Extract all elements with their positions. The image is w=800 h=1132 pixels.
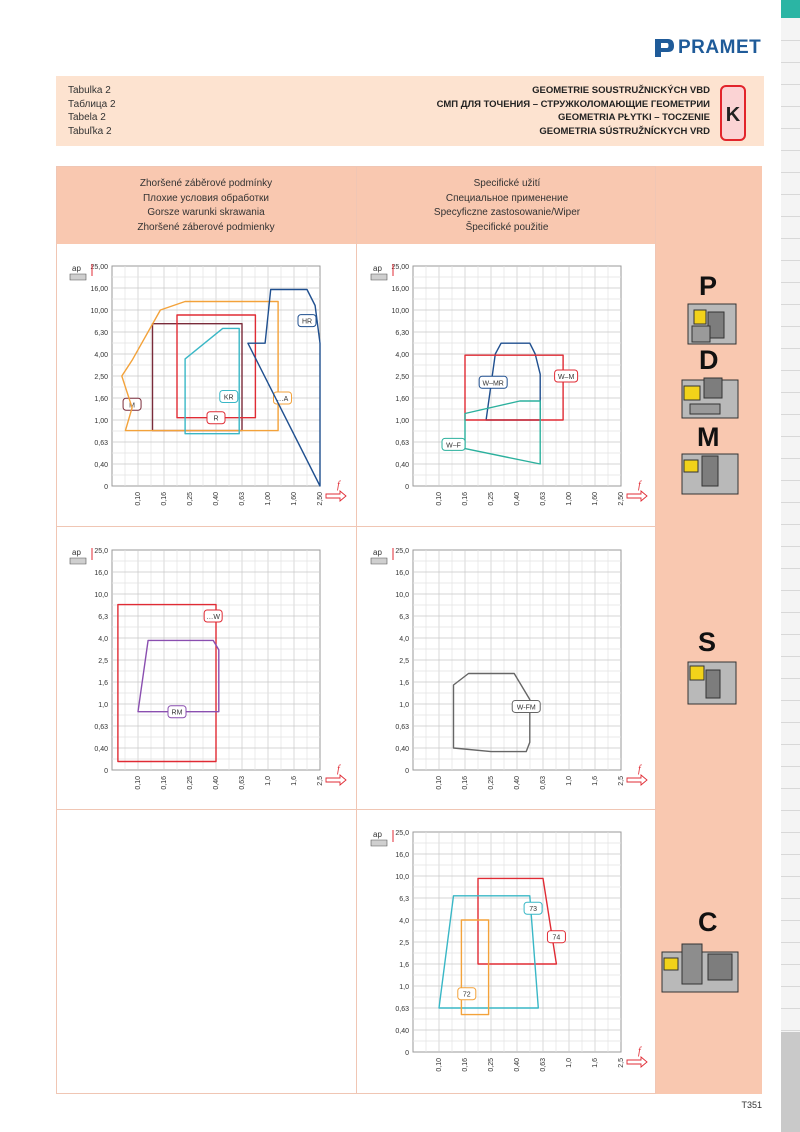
page-number: T351 <box>741 1100 762 1110</box>
title-line: GEOMETRIE SOUSTRUŽNICKÝCH VBD <box>532 85 710 96</box>
y-tick-label: 10,0 <box>395 874 409 881</box>
y-tick-label: 1,00 <box>94 418 108 425</box>
x-axis-symbol: f <box>337 480 340 491</box>
y-tick-label: 2,5 <box>399 658 409 665</box>
x-axis-symbol: f <box>638 480 641 491</box>
x-tick-label: 0,16 <box>462 776 469 790</box>
side-index-divider <box>781 260 800 261</box>
x-tick-label: 0,40 <box>213 492 220 506</box>
series-label: M <box>129 402 135 410</box>
workpiece-shape <box>371 840 387 846</box>
side-index-divider <box>781 942 800 943</box>
x-tick-label: 0,40 <box>514 492 521 506</box>
chart-pdm-left <box>56 252 356 512</box>
title-line: СМП ДЛЯ ТОЧЕНИЯ – СТРУЖКОЛОМАЮЩИЕ ГЕОМЕТРИИ <box>436 98 710 110</box>
y-tick-label: 1,0 <box>98 702 108 709</box>
y-tick-label: 25,00 <box>391 264 409 271</box>
side-index-divider <box>781 854 800 855</box>
side-index-divider <box>781 1030 800 1031</box>
series-label: 72 <box>462 991 471 999</box>
x-tick-label: 0,25 <box>187 492 194 506</box>
turning-insert-icon <box>660 940 740 996</box>
page-title <box>437 84 710 138</box>
side-index-divider <box>781 1008 800 1009</box>
column-header-left <box>56 177 356 235</box>
y-axis-symbol: ap <box>72 264 81 273</box>
chart-pdm-right <box>357 252 657 512</box>
x-tick-label: 0,10 <box>436 776 443 790</box>
table-label: Tabuľka 2 <box>68 125 112 137</box>
column-header-line: Špecifické použitie <box>465 221 549 233</box>
side-index-divider <box>781 392 800 393</box>
side-index-divider <box>781 172 800 173</box>
y-tick-label: 2,5 <box>399 940 409 947</box>
x-tick-label: 1,0 <box>566 776 573 786</box>
side-index-divider <box>781 590 800 591</box>
column-header-line: Плохие условия обработки <box>142 192 270 204</box>
y-tick-label: 0,40 <box>94 746 108 753</box>
x-tick-label: 0,16 <box>462 492 469 506</box>
turning-insert-icon <box>680 450 740 496</box>
x-tick-label: 1,00 <box>265 492 272 506</box>
x-tick-label: 0,63 <box>239 776 246 790</box>
y-tick-label: 1,0 <box>399 702 409 709</box>
side-index-divider <box>781 106 800 107</box>
side-index-divider <box>781 326 800 327</box>
series-label: HR <box>301 318 313 326</box>
y-tick-label: 1,6 <box>399 962 409 969</box>
y-tick-label: 1,60 <box>395 396 409 403</box>
y-tick-label: 4,0 <box>98 636 108 643</box>
pramet-logo-icon <box>652 37 676 59</box>
y-axis-symbol: ap <box>373 548 382 557</box>
side-index-divider <box>781 216 800 217</box>
y-tick-label: 4,00 <box>395 352 409 359</box>
side-index-divider <box>781 40 800 41</box>
side-index-divider <box>781 678 800 679</box>
side-index-divider <box>781 502 800 503</box>
y-tick-label: 6,30 <box>395 330 409 337</box>
x-tick-label: 0,63 <box>540 776 547 790</box>
x-tick-label: 0,25 <box>187 776 194 790</box>
side-index-divider <box>781 304 800 305</box>
x-tick-label: 0,63 <box>239 492 246 506</box>
series-label: …A <box>276 396 289 403</box>
side-index-divider <box>781 766 800 767</box>
series-label: W-FM <box>516 704 536 712</box>
x-tick-label: 0,16 <box>161 776 168 790</box>
x-tick-label: 0,63 <box>540 1058 547 1072</box>
y-tick-label: 10,0 <box>395 592 409 599</box>
x-tick-label: 1,0 <box>566 1058 573 1068</box>
row-divider <box>56 809 656 810</box>
x-tick-label: 1,60 <box>291 492 298 506</box>
y-tick-label: 1,6 <box>98 680 108 687</box>
side-index-divider <box>781 128 800 129</box>
x-axis-arrow <box>627 491 647 501</box>
workpiece-shape <box>70 558 86 564</box>
column-header-line: Zhoršené záběrové podmínky <box>139 178 273 189</box>
y-tick-label: 2,50 <box>94 374 108 381</box>
grid <box>413 266 621 486</box>
x-axis-arrow <box>627 775 647 785</box>
series-label: W–M <box>557 374 575 381</box>
x-tick-label: 0,40 <box>514 1058 521 1072</box>
side-index-divider <box>781 612 800 613</box>
y-tick-label: 1,0 <box>399 984 409 991</box>
workpiece-shape <box>70 274 86 280</box>
y-tick-label: 16,0 <box>94 570 108 577</box>
y-tick-label: 0,63 <box>94 724 108 731</box>
y-tick-label: 10,00 <box>90 308 108 315</box>
side-index-divider <box>781 656 800 657</box>
turning-insert-icon <box>686 302 738 346</box>
table-labels <box>68 84 116 138</box>
side-index-divider <box>781 370 800 371</box>
y-tick-label: 0,63 <box>395 440 409 447</box>
side-index-divider <box>781 458 800 459</box>
table-label: Tabulka 2 <box>68 85 111 96</box>
side-index-divider <box>781 62 800 63</box>
side-index-divider <box>781 964 800 965</box>
x-tick-label: 2,5 <box>317 776 324 786</box>
x-axis-arrow <box>326 775 346 785</box>
y-tick-label: 1,00 <box>395 418 409 425</box>
x-tick-label: 0,25 <box>488 776 495 790</box>
turning-insert-icon <box>686 660 738 706</box>
side-index-divider <box>781 986 800 987</box>
x-tick-label: 2,5 <box>618 776 625 786</box>
grid <box>413 832 621 1052</box>
x-tick-label: 0,63 <box>540 492 547 506</box>
x-tick-label: 0,25 <box>488 1058 495 1072</box>
y-tick-label: 6,3 <box>98 614 108 621</box>
side-index-divider <box>781 722 800 723</box>
side-index-divider <box>781 744 800 745</box>
y-tick-label: 25,0 <box>94 548 108 555</box>
x-axis-symbol: f <box>337 764 340 775</box>
x-tick-label: 0,16 <box>462 1058 469 1072</box>
x-tick-label: 1,00 <box>566 492 573 506</box>
y-tick-label: 0,40 <box>395 746 409 753</box>
side-index-divider <box>781 634 800 635</box>
side-index-divider <box>781 810 800 811</box>
side-index-divider <box>781 84 800 85</box>
x-tick-label: 0,16 <box>161 492 168 506</box>
x-axis-arrow <box>627 1057 647 1067</box>
column-header-line: Specyficzne zastosowanie/Wiper <box>433 207 581 218</box>
y-tick-label: 16,0 <box>395 570 409 577</box>
side-index-divider <box>781 568 800 569</box>
side-index-divider <box>781 414 800 415</box>
y-tick-label: 6,3 <box>399 614 409 621</box>
material-group-c: C <box>698 907 718 937</box>
side-index-divider <box>781 348 800 349</box>
workpiece-shape <box>371 558 387 564</box>
y-tick-label: 25,00 <box>90 264 108 271</box>
x-tick-label: 0,10 <box>135 776 142 790</box>
y-axis-symbol: ap <box>373 830 382 839</box>
side-index-divider <box>781 150 800 151</box>
x-tick-label: 0,25 <box>488 492 495 506</box>
y-tick-label: 4,0 <box>399 636 409 643</box>
y-tick-label: 0,40 <box>94 462 108 469</box>
chart-s-left <box>56 536 356 796</box>
series-label: RM <box>171 709 183 717</box>
y-tick-label: 2,50 <box>395 374 409 381</box>
column-header-line: Специальное применение <box>445 192 569 204</box>
side-index-divider <box>781 832 800 833</box>
title-line: GEOMETRIA PŁYTKI – TOCZENIE <box>557 112 710 123</box>
series-label: R <box>213 415 219 423</box>
y-tick-label: 25,0 <box>395 548 409 555</box>
chart-s-right <box>357 536 657 796</box>
series-label: 74 <box>552 934 561 942</box>
x-tick-label: 2,50 <box>317 492 324 506</box>
y-tick-label: 6,3 <box>399 896 409 903</box>
y-axis-symbol: ap <box>373 264 382 273</box>
column-header-line: Zhoršené záberové podmienky <box>137 221 275 233</box>
y-axis-symbol: ap <box>72 548 81 557</box>
y-tick-label: 4,0 <box>399 918 409 925</box>
y-tick-label: 0,63 <box>395 724 409 731</box>
y-tick-label: 10,00 <box>391 308 409 315</box>
table-label: Таблица 2 <box>68 98 116 110</box>
side-index-active <box>781 0 800 18</box>
side-index-divider <box>781 546 800 547</box>
x-tick-label: 1,0 <box>265 776 272 786</box>
table-label: Tabela 2 <box>68 112 106 123</box>
y-tick-label: 1,60 <box>94 396 108 403</box>
x-tick-label: 0,10 <box>135 492 142 506</box>
side-index-divider <box>781 898 800 899</box>
x-tick-label: 2,5 <box>618 1058 625 1068</box>
x-axis-arrow <box>326 491 346 501</box>
grid <box>112 266 320 486</box>
x-axis-symbol: f <box>638 1046 641 1057</box>
y-tick-label: 16,0 <box>395 852 409 859</box>
side-index-divider <box>781 920 800 921</box>
y-tick-label: 1,6 <box>399 680 409 687</box>
x-tick-label: 1,6 <box>291 776 298 786</box>
x-tick-label: 1,6 <box>592 1058 599 1068</box>
material-group-d: D <box>699 345 719 375</box>
turning-insert-icon <box>680 374 740 422</box>
series-label: 73 <box>529 906 538 914</box>
material-group-m: M <box>697 422 720 452</box>
x-tick-label: 1,60 <box>592 492 599 506</box>
x-tick-label: 1,6 <box>592 776 599 786</box>
y-tick-label: 16,00 <box>391 286 409 293</box>
y-tick-label: 6,30 <box>94 330 108 337</box>
y-tick-label: 4,00 <box>94 352 108 359</box>
side-index-divider <box>781 524 800 525</box>
y-tick-label: 0 <box>405 484 409 491</box>
column-header-line: Specifické užití <box>473 178 541 189</box>
series-label: W–MR <box>482 380 504 388</box>
y-tick-label: 16,00 <box>90 286 108 293</box>
brand-name: PRAMET <box>678 37 762 58</box>
y-tick-label: 10,0 <box>94 592 108 599</box>
x-tick-label: 0,10 <box>436 492 443 506</box>
row-divider <box>56 526 656 527</box>
pramet-logo <box>652 37 764 59</box>
side-index-divider <box>781 480 800 481</box>
series-label: KR <box>223 394 234 402</box>
y-tick-label: 0 <box>405 768 409 775</box>
side-index-divider <box>781 700 800 701</box>
y-tick-label: 0,40 <box>395 462 409 469</box>
grid <box>413 550 621 770</box>
x-tick-label: 0,40 <box>514 776 521 790</box>
column-header-line: Gorsze warunki skrawania <box>147 207 265 218</box>
x-tick-label: 0,10 <box>436 1058 443 1072</box>
x-tick-label: 2,50 <box>618 492 625 506</box>
y-tick-label: 0,63 <box>395 1006 409 1013</box>
series-label: W–F <box>446 442 461 450</box>
side-index-divider <box>781 788 800 789</box>
chart-c-right <box>357 818 657 1078</box>
material-group-p: P <box>699 271 718 301</box>
series-label: …W <box>206 614 220 621</box>
x-tick-label: 0,40 <box>213 776 220 790</box>
side-index-divider <box>781 282 800 283</box>
column-header-right <box>357 177 657 235</box>
y-tick-label: 0,40 <box>395 1028 409 1035</box>
y-tick-label: 0,63 <box>94 440 108 447</box>
material-group-s: S <box>698 627 717 657</box>
side-index-divider <box>781 194 800 195</box>
side-index-divider <box>781 436 800 437</box>
material-badge-k: K <box>720 85 746 141</box>
y-tick-label: 2,5 <box>98 658 108 665</box>
side-index-divider <box>781 238 800 239</box>
side-index-bottom <box>781 1032 800 1132</box>
side-index-strip <box>781 0 800 1132</box>
workpiece-shape <box>371 274 387 280</box>
y-tick-label: 0 <box>405 1050 409 1057</box>
side-index-divider <box>781 876 800 877</box>
y-tick-label: 25,0 <box>395 830 409 837</box>
y-tick-label: 0 <box>104 484 108 491</box>
title-line: GEOMETRIA SÚSTRUŽNÍCKYCH VRD <box>539 125 710 137</box>
x-axis-symbol: f <box>638 764 641 775</box>
y-tick-label: 0 <box>104 768 108 775</box>
